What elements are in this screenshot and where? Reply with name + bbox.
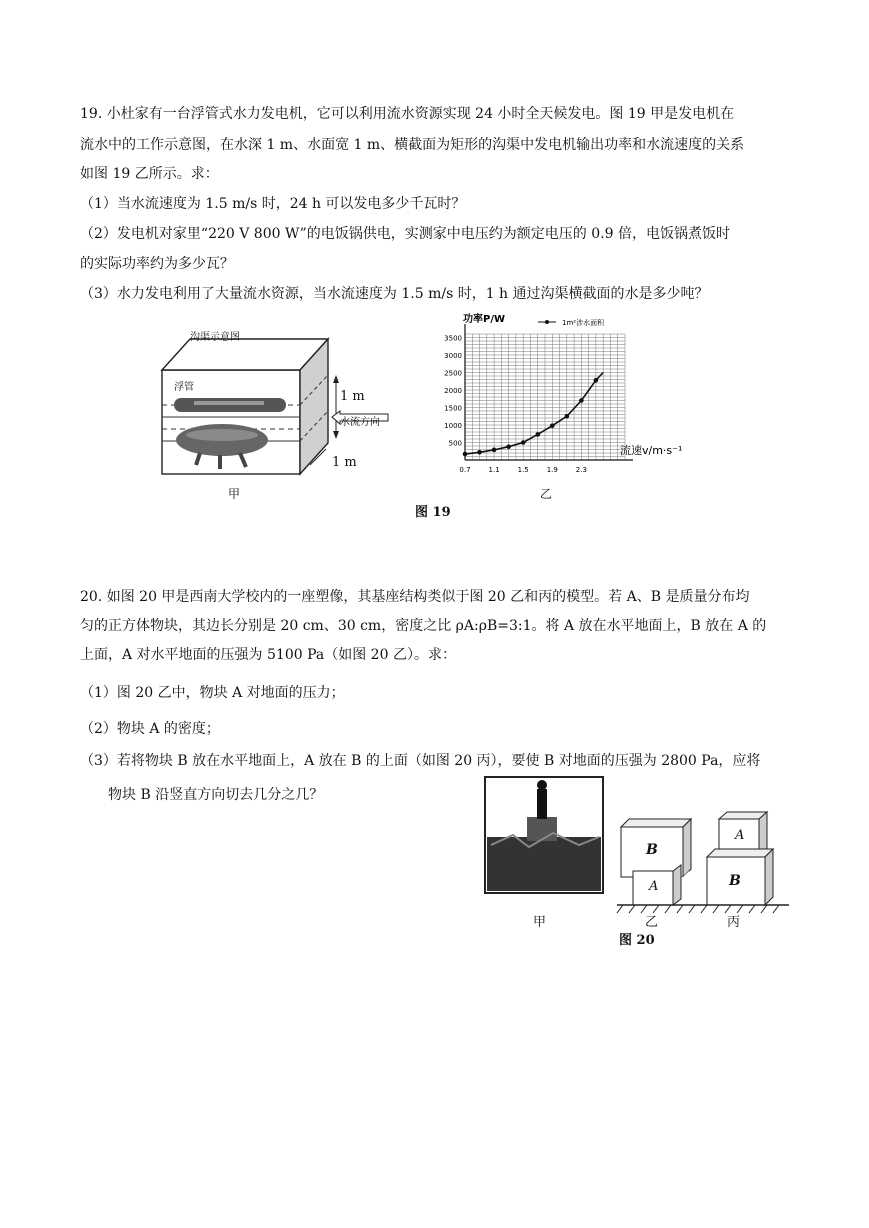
chart-data-point	[579, 398, 584, 403]
fig20-c-label-B: B	[729, 873, 741, 889]
q20-line: 匀的正方体物块，其边长分别是 20 cm、30 cm，密度之比 ρA:ρB=3:1。将 A 放在水平地面上，B 放在 A 的	[80, 618, 767, 634]
q19-line: 19. 小杜家有一台浮管式水力发电机，它可以利用流水资源实现 24 小时全天候发电。图 19 甲是发电机在	[80, 106, 735, 122]
chart-x-tick-label: 1.9	[546, 466, 558, 474]
chart-data-point	[492, 448, 497, 453]
chart-x-tick-label: 2.3	[575, 466, 587, 474]
q20-line: （2）物块 A 的密度；	[80, 721, 220, 737]
power-flow-chart-svg	[430, 312, 720, 482]
float-tube-label: 浮管	[174, 382, 194, 393]
channel-diagram-title: 沟渠示意图	[190, 332, 240, 343]
fig20-svg	[483, 775, 793, 950]
q20-line: 物块 B 沿竖直方向切去几分之几？	[108, 787, 324, 803]
fig20-b-label-B: B	[646, 842, 658, 858]
chart-y-tick-label: 500	[448, 439, 462, 448]
chart-y-tick-label: 2500	[444, 369, 462, 378]
fig20-caption-b: 乙	[645, 915, 659, 930]
fig19-a-caption: 甲	[228, 487, 241, 501]
q20-line: （1）图 20 乙中，物块 A 对地面的压力；	[80, 685, 345, 701]
fig19-b-caption: 乙	[540, 487, 553, 501]
q19-line: （2）发电机对家里“220 V 800 W”的电饭锅供电，实测家中电压约为额定电压的 0.9 倍，电饭锅煮饭时	[80, 226, 730, 242]
chart-data-point	[535, 432, 540, 437]
q20-line: （3）若将物块 B 放在水平地面上，A 放在 B 的上面（如图 20 丙），要使 B 对地面的压强为 2800 Pa，应将	[80, 753, 761, 769]
q19-line: 如图 19 乙所示。求：	[80, 166, 219, 182]
flow-direction-label: 水流方向	[340, 417, 380, 428]
chart-data-point	[594, 378, 599, 383]
fig19-caption: 图 19	[415, 505, 451, 520]
chart-y-axis-label: 功率P/W	[463, 314, 506, 325]
power-flow-chart	[430, 312, 720, 482]
chart-x-tick-label: 0.7	[459, 466, 471, 474]
channel-diagram	[160, 325, 390, 495]
fig20-caption-a: 甲	[533, 915, 547, 930]
chart-series-line	[465, 373, 603, 455]
fig20-b-label-A: A	[649, 879, 659, 894]
q19-line: （1）当水流速度为 1.5 m/s 时，24 h 可以发电多少千瓦时？	[80, 196, 466, 212]
chart-y-tick-label: 2000	[444, 387, 462, 395]
chart-x-axis-label: 流速v/m·s⁻¹	[620, 444, 683, 457]
chart-data-point	[506, 444, 511, 449]
q19-line: （3）水力发电利用了大量流水资源，当水流速度为 1.5 m/s 时，1 h 通过沟渠横截面的水是多少吨？	[80, 286, 709, 302]
fig20-caption: 图 20	[619, 933, 655, 948]
chart-data-point	[463, 452, 468, 457]
chart-legend-marker	[545, 320, 549, 324]
fig20-diagram	[483, 775, 793, 950]
q19-line: 的实际功率约为多少瓦？	[80, 256, 234, 272]
depth-label: 1 m	[340, 389, 365, 404]
chart-x-tick-label: 1.1	[488, 466, 500, 474]
q20-line: 20. 如图 20 甲是西南大学校内的一座塑像，其基座结构类似于图 20 乙和丙的模型。若 A、B 是质量分布均	[80, 589, 750, 605]
chart-y-tick-label: 1000	[444, 422, 462, 430]
chart-x-tick-label: 1.5	[517, 466, 529, 474]
q19-line: 流水中的工作示意图，在水深 1 m、水面宽 1 m、横截面为矩形的沟渠中发电机输出功率和水流速度的关系	[80, 137, 745, 153]
chart-data-point	[565, 414, 570, 419]
width-label: 1 m	[332, 455, 357, 470]
chart-data-point	[477, 450, 482, 455]
chart-y-tick-label: 3000	[444, 352, 462, 360]
fig20-caption-c: 丙	[727, 915, 741, 930]
chart-legend-label: 1m²涉水面积	[562, 319, 605, 327]
chart-y-tick-label: 3500	[444, 334, 462, 343]
chart-data-point	[521, 440, 526, 445]
chart-data-point	[550, 423, 555, 428]
q20-line: 上面，A 对水平地面的压强为 5100 Pa（如图 20 乙）。求：	[80, 647, 456, 663]
chart-y-tick-label: 1500	[444, 404, 462, 413]
fig20-c-label-A: A	[735, 828, 745, 843]
